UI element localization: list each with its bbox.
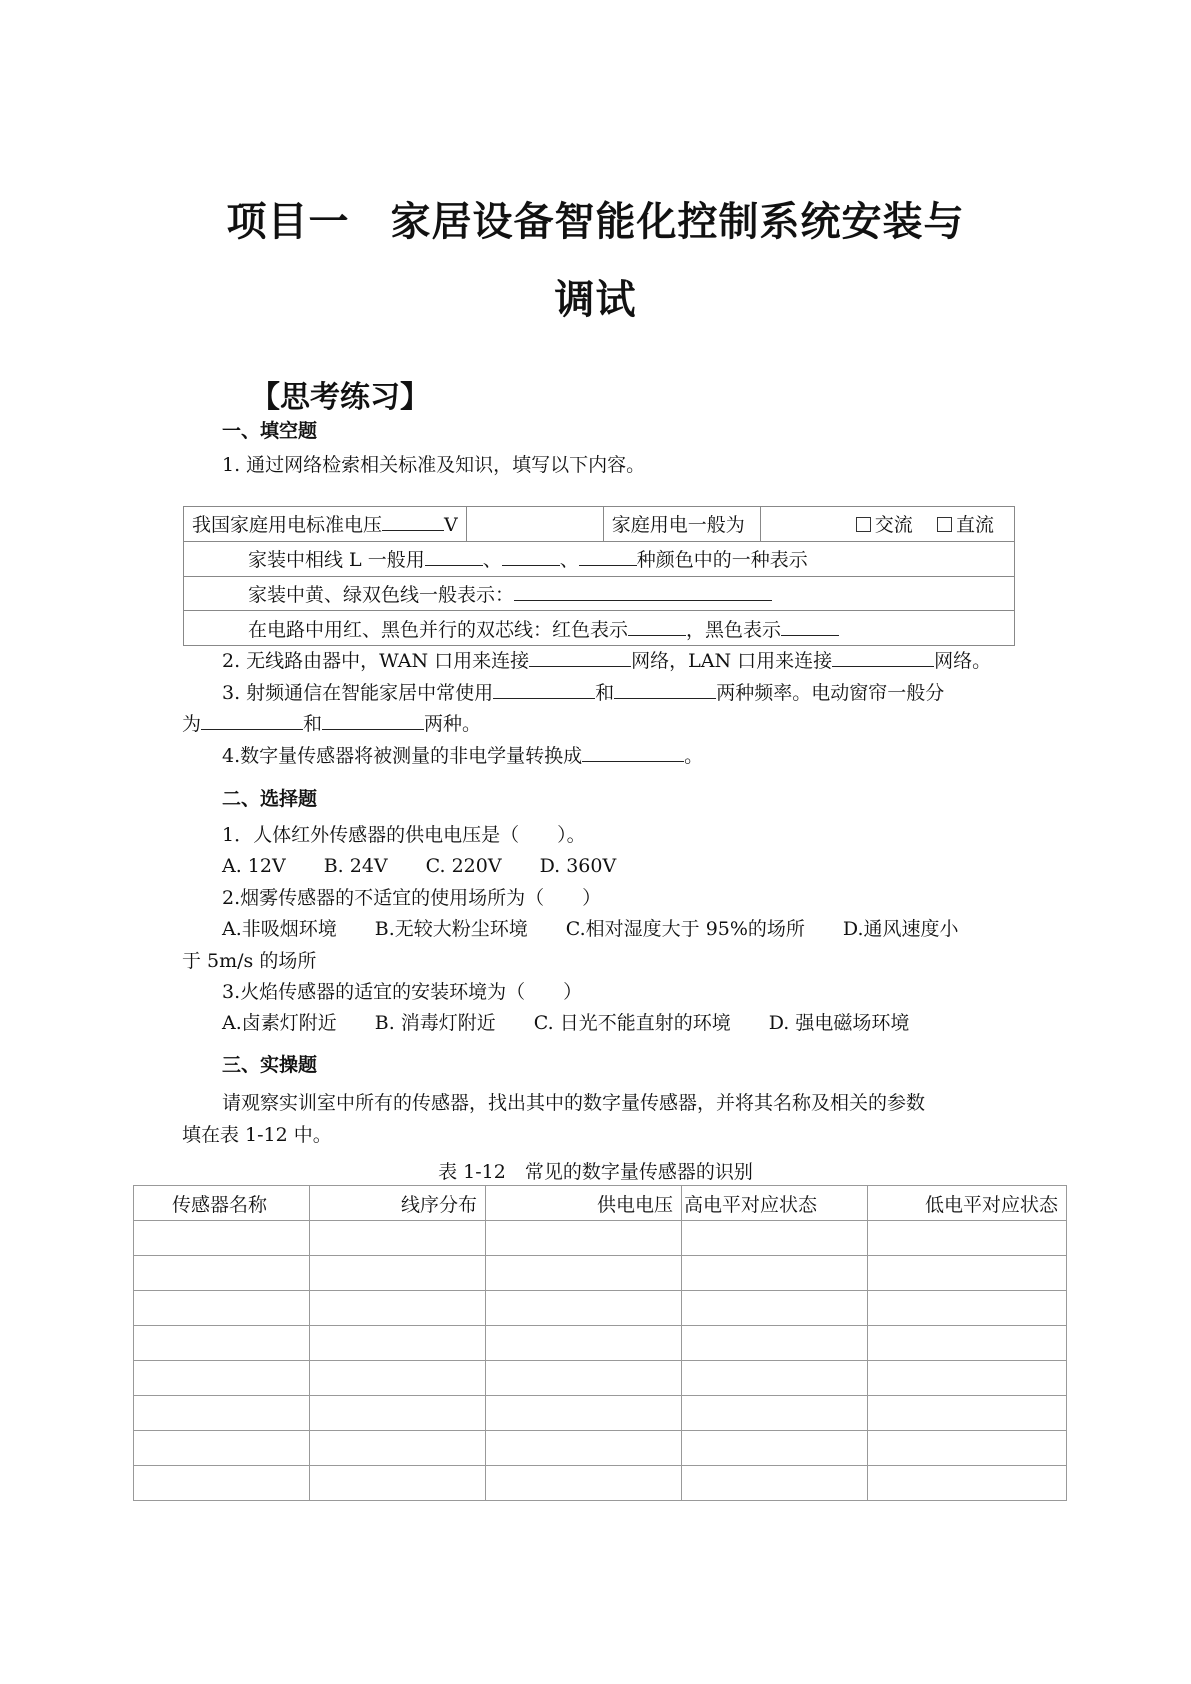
red-wire-blank[interactable] xyxy=(628,617,686,636)
table-row xyxy=(134,1221,1067,1256)
table-cell[interactable] xyxy=(486,1326,682,1361)
curtain-blank-2[interactable] xyxy=(322,711,424,730)
table-row xyxy=(134,1466,1067,1501)
column-header-sensor-name: 传感器名称 xyxy=(134,1186,310,1221)
choice-q1-options: A. 12V B. 24V C. 220V D. 360V xyxy=(222,855,617,877)
column-header-supply-voltage: 供电电压 xyxy=(486,1186,682,1221)
phase-line-text: 家装中相线 L 一般用 xyxy=(248,549,425,572)
table-row xyxy=(134,1256,1067,1291)
black-wire-blank[interactable] xyxy=(781,617,839,636)
practice-paragraph: 请观察实训室中所有的传感器，找出其中的数字量传感器，并将其名称及相关的参数 xyxy=(222,1092,926,1114)
table-row xyxy=(134,1396,1067,1431)
choice-q3: 3.火焰传感器的适宜的安装环境为（ ） xyxy=(222,981,583,1003)
fill-in-table xyxy=(183,506,1015,646)
table-row xyxy=(184,507,1015,542)
fill-blank-heading: 一、填空题 xyxy=(222,420,318,442)
column-header-high-level: 高电平对应状态 xyxy=(682,1186,868,1221)
curtain-blank-1[interactable] xyxy=(201,711,303,730)
choice-q2-options-cont: 于 5m/s 的场所 xyxy=(182,950,317,972)
q2 xyxy=(222,648,991,674)
table-cell[interactable] xyxy=(682,1256,868,1291)
q3-text: 3. 射频通信在智能家居中常使用 xyxy=(222,682,494,704)
table-cell[interactable] xyxy=(486,1361,682,1396)
q4-text-2: 。 xyxy=(684,745,704,767)
table-cell[interactable] xyxy=(134,1466,310,1501)
table-cell[interactable] xyxy=(868,1431,1067,1466)
ground-wire-blank[interactable] xyxy=(514,582,772,601)
table-cell[interactable] xyxy=(868,1291,1067,1326)
dc-checkbox[interactable] xyxy=(937,517,952,532)
q2-text-2: 网络，LAN 口用来连接 xyxy=(631,650,833,672)
table-cell[interactable] xyxy=(310,1221,486,1256)
table-header-row xyxy=(134,1186,1067,1221)
table-row xyxy=(184,611,1015,646)
table-cell[interactable] xyxy=(310,1256,486,1291)
q2-text-3: 网络。 xyxy=(934,650,992,672)
dc-option-label: 直流 xyxy=(955,514,994,537)
q3-text-6: 两种。 xyxy=(424,713,482,735)
table-row xyxy=(184,541,1015,576)
table-cell[interactable] xyxy=(134,1326,310,1361)
table-cell[interactable] xyxy=(310,1431,486,1466)
phase-line-text-end: 种颜色中的一种表示 xyxy=(636,549,808,572)
current-type-options xyxy=(760,507,1014,542)
table-cell[interactable] xyxy=(134,1256,310,1291)
q1-intro: 1. 通过网络检索相关标准及知识，填写以下内容。 xyxy=(222,454,646,476)
table-row xyxy=(134,1361,1067,1396)
table-cell xyxy=(184,611,1015,646)
twin-wire-text: 在电路中用红、黑色并行的双芯线：红色表示 xyxy=(248,618,629,641)
table-cell[interactable] xyxy=(868,1256,1067,1291)
table-cell[interactable] xyxy=(134,1291,310,1326)
phase-color-blank-3[interactable] xyxy=(579,547,637,566)
section-heading: 【思考练习】 xyxy=(250,380,430,415)
table-caption: 表 1-12 常见的数字量传感器的识别 xyxy=(438,1161,753,1183)
q3-continued xyxy=(182,711,481,737)
table-cell[interactable] xyxy=(868,1466,1067,1501)
table-cell[interactable] xyxy=(868,1326,1067,1361)
q3 xyxy=(222,680,944,706)
lan-blank[interactable] xyxy=(832,648,934,667)
table-row xyxy=(184,576,1015,611)
practice-heading: 三、实操题 xyxy=(222,1054,318,1076)
table-cell[interactable] xyxy=(682,1361,868,1396)
ground-wire-text: 家装中黄、绿双色线一般表示： xyxy=(248,583,515,606)
column-header-wiring: 线序分布 xyxy=(310,1186,486,1221)
choice-q3-options: A.卤素灯附近 B. 消毒灯附近 C. 日光不能直射的环境 D. 强电磁场环境 xyxy=(222,1012,910,1034)
q2-text: 2. 无线路由器中，WAN 口用来连接 xyxy=(222,650,530,672)
table-cell[interactable] xyxy=(310,1466,486,1501)
choice-q2-options: A.非吸烟环境 B.无较大粉尘环境 C.相对湿度大于 95%的场所 D.通风速度小 xyxy=(222,918,959,940)
table-row xyxy=(134,1431,1067,1466)
table-row xyxy=(134,1291,1067,1326)
phase-color-blank-1[interactable] xyxy=(425,547,483,566)
q4 xyxy=(222,743,703,769)
freq-blank-1[interactable] xyxy=(493,680,595,699)
table-cell[interactable] xyxy=(134,1431,310,1466)
page-title: 项目一 家居设备智能化控制系统安装与 xyxy=(226,199,965,245)
q3-text-3: 两种频率。电动窗帘一般分 xyxy=(716,682,945,704)
table-cell[interactable] xyxy=(486,1256,682,1291)
table-cell[interactable] xyxy=(310,1326,486,1361)
choice-q2: 2.烟雾传感器的不适宜的使用场所为（ ） xyxy=(222,887,602,909)
ac-option-label: 交流 xyxy=(874,514,913,537)
table-cell[interactable] xyxy=(134,1221,310,1256)
table-cell xyxy=(184,541,1015,576)
wan-blank[interactable] xyxy=(529,648,631,667)
table-cell xyxy=(184,507,467,542)
q3-text-5: 和 xyxy=(303,713,323,735)
current-type-label: 家庭用电一般为 xyxy=(603,507,760,542)
table-cell[interactable] xyxy=(310,1361,486,1396)
q4-text: 4.数字量传感器将被测量的非电学量转换成 xyxy=(222,745,583,767)
table-cell xyxy=(184,576,1015,611)
choice-q1: 1．人体红外传感器的供电电压是（ ）。 xyxy=(222,824,586,846)
table-cell[interactable] xyxy=(486,1396,682,1431)
separator: 、 xyxy=(482,549,502,572)
voltage-blank[interactable] xyxy=(382,512,444,531)
column-header-low-level: 低电平对应状态 xyxy=(868,1186,1067,1221)
freq-blank-2[interactable] xyxy=(614,680,716,699)
page-title-continued: 调试 xyxy=(554,277,637,323)
voltage-label: 我国家庭用电标准电压 xyxy=(192,514,383,537)
table-cell[interactable] xyxy=(682,1466,868,1501)
table-cell[interactable] xyxy=(868,1221,1067,1256)
table-cell[interactable] xyxy=(682,1431,868,1466)
choice-heading: 二、选择题 xyxy=(222,788,318,810)
separator: 、 xyxy=(559,549,579,572)
table-cell xyxy=(466,507,603,542)
table-cell[interactable] xyxy=(486,1466,682,1501)
phase-color-blank-2[interactable] xyxy=(502,547,560,566)
table-cell[interactable] xyxy=(134,1396,310,1431)
voltage-unit: V xyxy=(444,514,458,537)
table-cell[interactable] xyxy=(310,1291,486,1326)
table-cell[interactable] xyxy=(868,1361,1067,1396)
table-row xyxy=(134,1326,1067,1361)
table-cell[interactable] xyxy=(486,1291,682,1326)
table-cell[interactable] xyxy=(486,1221,682,1256)
table-cell[interactable] xyxy=(310,1396,486,1431)
table-cell[interactable] xyxy=(134,1361,310,1396)
table-cell[interactable] xyxy=(682,1396,868,1431)
table-cell[interactable] xyxy=(868,1396,1067,1431)
table-cell[interactable] xyxy=(682,1326,868,1361)
table-cell[interactable] xyxy=(682,1291,868,1326)
ac-checkbox[interactable] xyxy=(856,517,871,532)
q4-blank[interactable] xyxy=(582,743,684,762)
twin-wire-text-2: ，黑色表示 xyxy=(686,618,782,641)
practice-paragraph-cont: 填在表 1-12 中。 xyxy=(182,1124,332,1146)
table-cell[interactable] xyxy=(682,1221,868,1256)
q3-text-2: 和 xyxy=(595,682,615,704)
table-cell[interactable] xyxy=(486,1431,682,1466)
sensor-recognition-table xyxy=(133,1185,1067,1501)
q3-text-4: 为 xyxy=(182,713,202,735)
